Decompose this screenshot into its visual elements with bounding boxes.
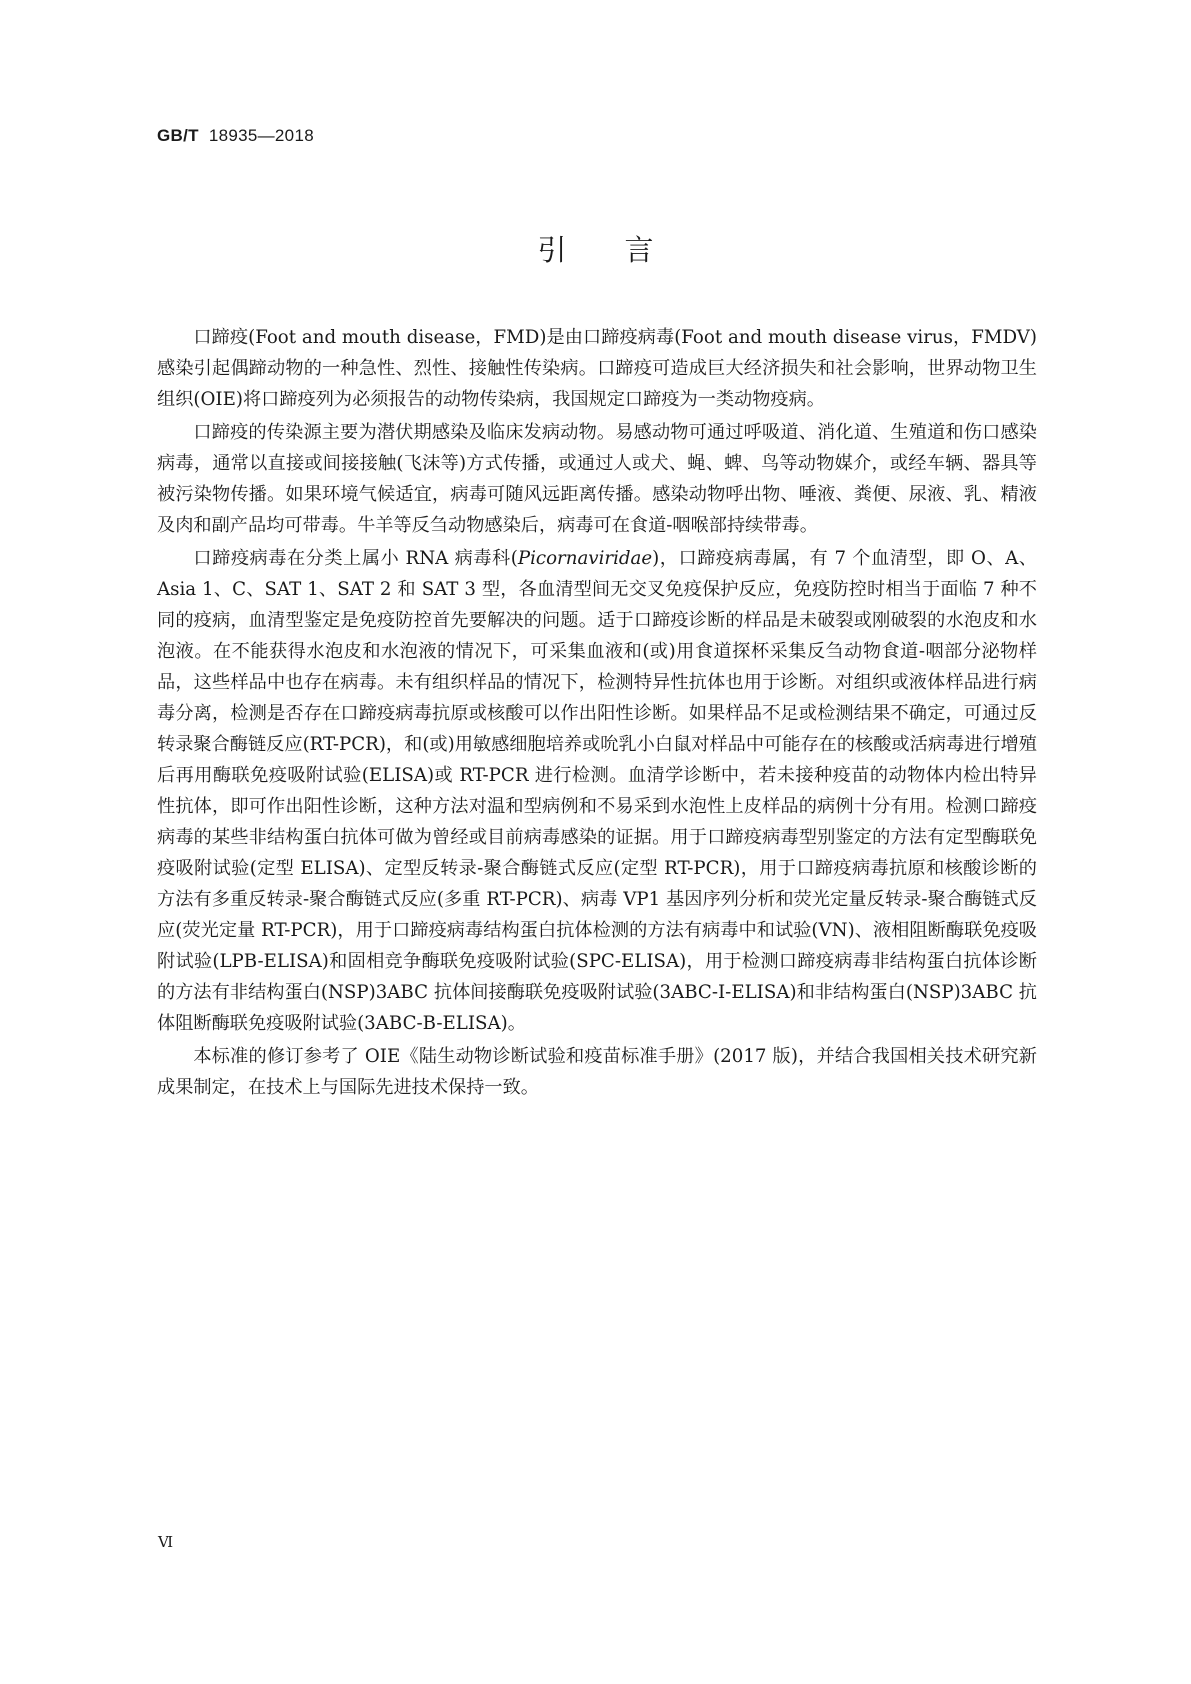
- standard-code: [157, 126, 314, 146]
- introduction-body: [157, 322, 1037, 1103]
- standard-code-prefix: GB/T: [157, 126, 199, 145]
- page-title: 引言: [537, 233, 712, 267]
- paragraph-2: 口蹄疫的传染源主要为潜伏期感染及临床发病动物。易感动物可通过呼吸道、消化道、生殖道和伤口感染病毒，通常以直接或间接接触(飞沫等)方式传播，或通过人或犬、蝇、蜱、鸟等动物媒介，或经车辆、器具等被污染物传播。如果环境气候适宜，病毒可随风远距离传播。感染动物呼出物、唾液、粪便、尿液、乳、精液及肉和副产品均可带毒。牛羊等反刍动物感染后，病毒可在食道-咽喉部持续带毒。: [157, 422, 1037, 536]
- paragraph-3-family-name: Picornaviridae: [517, 548, 653, 569]
- paragraph-4: 本标准的修订参考了 OIE《陆生动物诊断试验和疫苗标准手册》(2017 版)，并结合我国相关技术研究新成果制定，在技术上与国际先进技术保持一致。: [157, 1046, 1037, 1098]
- paragraph-1: 口蹄疫(Foot and mouth disease，FMD)是由口蹄疫病毒(Foot and mouth disease virus，FMDV)感染引起偶蹄动物的一种急性、烈性、接触性传染病。口蹄疫可造成巨大经济损失和社会影响，世界动物卫生组织(OIE)将口蹄疫列为必须报告的动物传染病，我国规定口蹄疫为一类动物疫病。: [157, 327, 1037, 410]
- paragraph-3: [157, 543, 1037, 1039]
- standard-code-number: 18935—2018: [208, 126, 314, 145]
- paragraph-3-part-2: )，口蹄疫病毒属，有 7 个血清型，即 O、A、Asia 1、C、SAT 1、SAT 2 和 SAT 3 型，各血清型间无交叉免疫保护反应，免疫防控时相当于面临 7 种不同的疫病，血清型鉴定是免疫防控首先要解决的问题。适于口蹄疫诊断的样品是未破裂或刚破裂的水泡皮和水泡液。在不能获得水泡皮和水泡液的情况下，可采集血液和(或)用食道探杯采集反刍动物食道-咽部分泌物样品，这些样品中也存在病毒。未有组织样品的情况下，检测特异性抗体也用于诊断。对组织或液体样品进行病毒分离，检测是否存在口蹄疫病毒抗原或核酸可以作出阳性诊断。如果样品不足或检测结果不确定，可通过反转录聚合酶链反应(RT-PCR)，和(或)用敏感细胞培养或吮乳小白鼠对样品中可能存在的核酸或活病毒进行增殖后再用酶联免疫吸附试验(ELISA)或 RT-PCR 进行检测。血清学诊断中，若未接种疫苗的动物体内检出特异性抗体，即可作出阳性诊断，这种方法对温和型病例和不易采到水泡性上皮样品的病例十分有用。检测口蹄疫病毒的某些非结构蛋白抗体可做为曾经或目前病毒感染的证据。用于口蹄疫病毒型别鉴定的方法有定型酶联免疫吸附试验(定型 ELISA)、定型反转录-聚合酶链式反应(定型 RT-PCR)，用于口蹄疫病毒抗原和核酸诊断的方法有多重反转录-聚合酶链式反应(多重 RT-PCR)、病毒 VP1 基因序列分析和荧光定量反转录-聚合酶链式反应(荧光定量 RT-PCR)，用于口蹄疫病毒结构蛋白抗体检测的方法有病毒中和试验(VN)、液相阻断酶联免疫吸附试验(LPB-ELISA)和固相竞争酶联免疫吸附试验(SPC-ELISA)，用于检测口蹄疫病毒非结构蛋白抗体诊断的方法有非结构蛋白(NSP)3ABC 抗体间接酶联免疫吸附试验(3ABC-I-ELISA)和非结构蛋白(NSP)3ABC 抗体阻断酶联免疫吸附试验(3ABC-B-ELISA)。: [157, 548, 1037, 1034]
- paragraph-3-part-1: 口蹄疫病毒在分类上属小 RNA 病毒科(: [193, 548, 518, 569]
- page-number: Ⅵ: [158, 1535, 174, 1551]
